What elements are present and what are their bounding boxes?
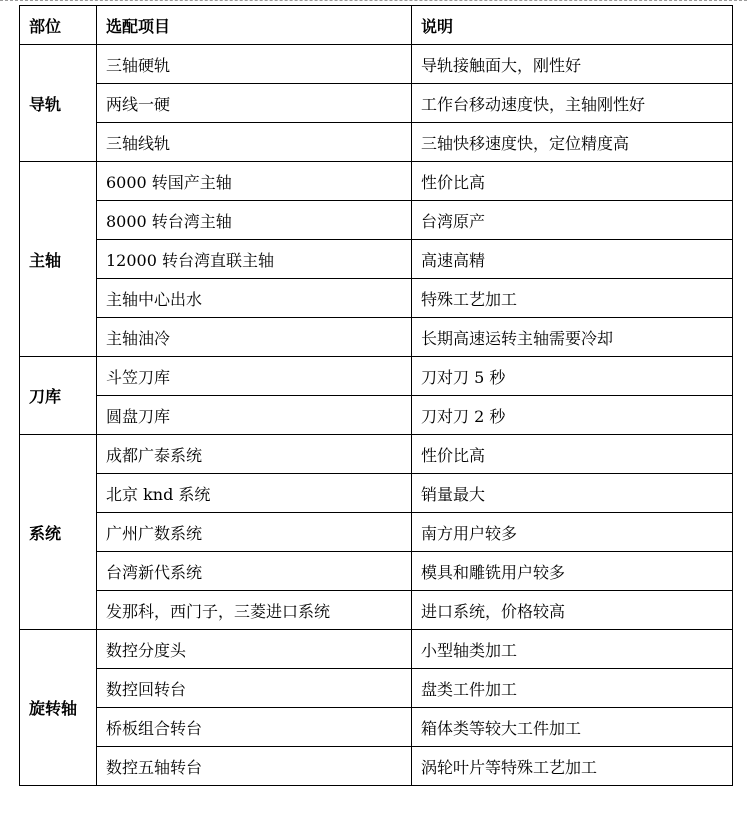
option-cell: 桥板组合转台 xyxy=(97,708,412,747)
description-cell: 性价比高 xyxy=(412,435,733,474)
option-cell: 主轴中心出水 xyxy=(97,279,412,318)
table-row xyxy=(20,45,733,84)
option-cell: 斗笠刀库 xyxy=(97,357,412,396)
header-option: 选配项目 xyxy=(97,6,412,45)
table-row xyxy=(20,84,733,123)
description-cell: 南方用户较多 xyxy=(412,513,733,552)
option-cell: 12000 转台湾直联主轴 xyxy=(97,240,412,279)
option-cell: 三轴硬轨 xyxy=(97,45,412,84)
description-cell: 性价比高 xyxy=(412,162,733,201)
table-row xyxy=(20,669,733,708)
table-row xyxy=(20,552,733,591)
option-cell: 台湾新代系统 xyxy=(97,552,412,591)
description-cell: 盘类工件加工 xyxy=(412,669,733,708)
table-row xyxy=(20,318,733,357)
group-spindle: 主轴 xyxy=(20,162,97,357)
table-row xyxy=(20,396,733,435)
description-cell: 工作台移动速度快，主轴刚性好 xyxy=(412,84,733,123)
description-cell: 小型轴类加工 xyxy=(412,630,733,669)
description-cell: 刀对刀 2 秒 xyxy=(412,396,733,435)
description-cell: 台湾原产 xyxy=(412,201,733,240)
group-tool-magazine: 刀库 xyxy=(20,357,97,435)
description-cell: 销量最大 xyxy=(412,474,733,513)
description-cell: 导轨接触面大，刚性好 xyxy=(412,45,733,84)
table-row xyxy=(20,279,733,318)
table-row xyxy=(20,474,733,513)
option-cell: 数控分度头 xyxy=(97,630,412,669)
header-part: 部位 xyxy=(20,6,97,45)
option-cell: 两线一硬 xyxy=(97,84,412,123)
option-cell: 6000 转国产主轴 xyxy=(97,162,412,201)
description-cell: 长期高速运转主轴需要冷却 xyxy=(412,318,733,357)
option-cell: 成都广泰系统 xyxy=(97,435,412,474)
group-control-system: 系统 xyxy=(20,435,97,630)
table-row xyxy=(20,630,733,669)
table-header-row xyxy=(20,6,733,45)
option-cell: 三轴线轨 xyxy=(97,123,412,162)
table-row xyxy=(20,357,733,396)
description-cell: 特殊工艺加工 xyxy=(412,279,733,318)
table-row xyxy=(20,708,733,747)
option-cell: 圆盘刀库 xyxy=(97,396,412,435)
description-cell: 模具和雕铣用户较多 xyxy=(412,552,733,591)
table-row xyxy=(20,513,733,552)
options-table xyxy=(19,5,733,786)
option-cell: 广州广数系统 xyxy=(97,513,412,552)
table-row xyxy=(20,240,733,279)
table-row xyxy=(20,747,733,786)
option-cell: 数控五轴转台 xyxy=(97,747,412,786)
option-cell: 8000 转台湾主轴 xyxy=(97,201,412,240)
group-guide-rail: 导轨 xyxy=(20,45,97,162)
option-cell: 发那科，西门子，三菱进口系统 xyxy=(97,591,412,630)
option-cell: 数控回转台 xyxy=(97,669,412,708)
header-description: 说明 xyxy=(412,6,733,45)
description-cell: 高速高精 xyxy=(412,240,733,279)
description-cell: 涡轮叶片等特殊工艺加工 xyxy=(412,747,733,786)
description-cell: 三轴快移速度快，定位精度高 xyxy=(412,123,733,162)
page-top-rule xyxy=(0,0,747,1)
option-cell: 主轴油冷 xyxy=(97,318,412,357)
table-row xyxy=(20,123,733,162)
table-row xyxy=(20,201,733,240)
table-row xyxy=(20,162,733,201)
table-row xyxy=(20,435,733,474)
group-rotary-axis: 旋转轴 xyxy=(20,630,97,786)
table-row xyxy=(20,591,733,630)
description-cell: 进口系统，价格较高 xyxy=(412,591,733,630)
description-cell: 箱体类等较大工件加工 xyxy=(412,708,733,747)
option-cell: 北京 knd 系统 xyxy=(97,474,412,513)
description-cell: 刀对刀 5 秒 xyxy=(412,357,733,396)
